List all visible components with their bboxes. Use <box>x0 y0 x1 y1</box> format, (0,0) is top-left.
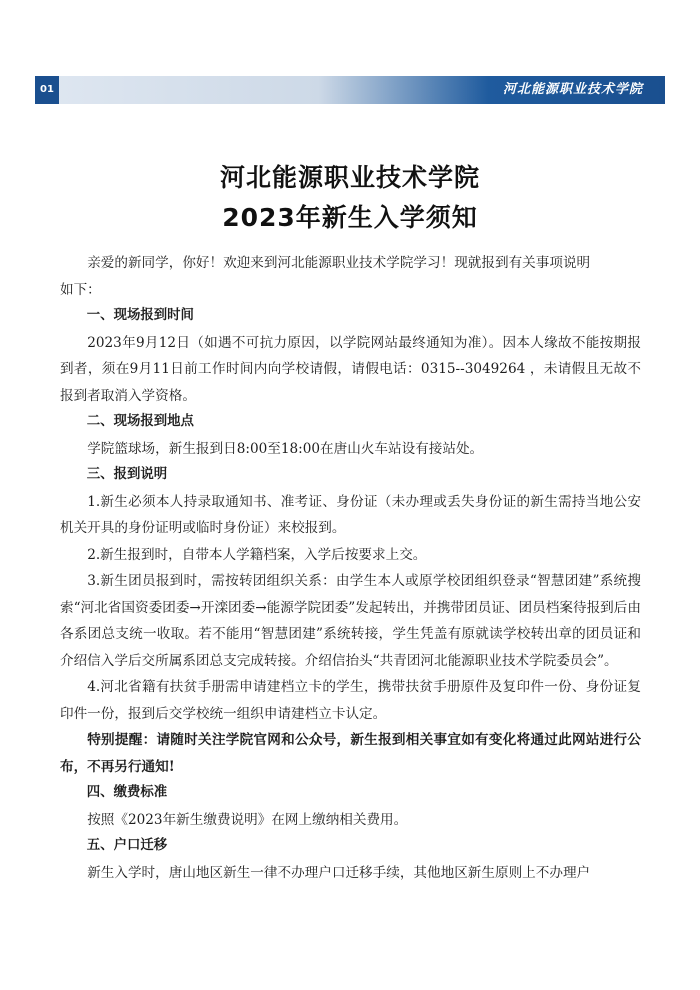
section-text-hukou: 新生入学时，唐山地区新生一律不办理户口迁移手续，其他地区新生原则上不办理户 <box>87 864 591 881</box>
section-text-fees: 按照《2023年新生缴费说明》在网上缴纳相关费用。 <box>87 811 408 828</box>
intro-line-1: 亲爱的新同学，你好！欢迎来到河北能源职业技术学院学习！现就报到有关事项说明 <box>87 255 591 271</box>
intro-line-2: 如下： <box>60 281 101 298</box>
header-school-name: 河北能源职业技术学院 <box>502 82 643 97</box>
header-bar <box>35 76 665 104</box>
notes-item-1: 1.新生必须本人持录取通知书、准考证、身份证（未办理或丢失身份证的新生需持当地公安机关开具的身份证明或临时身份证）来校报到。 <box>60 493 641 536</box>
section-heading-time: 一、现场报到时间 <box>86 308 194 323</box>
notice-body <box>60 250 641 886</box>
notes-item-2: 2.新生报到时，自带本人学籍档案，入学后按要求上交。 <box>87 546 427 563</box>
special-reminder-text: 请随时关注学院官网和公众号，新生报到相关事宜如有变化将通过此网站进行公布，不再另行通知! <box>60 732 642 775</box>
page-title: 河北能源职业技术学院 <box>219 163 480 192</box>
special-reminder-label: 特别提醒： <box>87 732 157 748</box>
section-heading-fees: 四、缴费标准 <box>86 785 168 800</box>
page-subtitle: 2023年新生入学须知 <box>222 203 478 232</box>
section-heading-place: 二、现场报到地点 <box>86 414 194 429</box>
section-text-time: 2023年9月12日（如遇不可抗力原因，以学院网站最终通知为准）。因本人缘故不能按期报到者，须在9月11日前工作时间内向学校请假，请假电话：0315--3049264 ，未请假且无故不报到者取消入学资格。 <box>60 334 641 404</box>
notes-item-3: 3.新生团员报到时，需按转团组织关系：由学生本人或原学校团组织登录“智慧团建”系统搜索“河北省国资委团委→开滦团委→能源学院团委”发起转出，并携带团员证、团员档案待报到后由各系团总支统一收取。若不能用“智慧团建”系统转接，学生凭盖有原就读学校转出章的团员证和介绍信入学后交所属系团总支完成转接。介绍信抬头“共青团河北能源职业技术学院委员会”。 <box>60 573 641 669</box>
special-reminder <box>60 727 641 780</box>
section-text-place: 学院篮球场，新生报到日8:00至18:00在唐山火车站设有接站处。 <box>87 440 484 457</box>
section-heading-hukou: 五、户口迁移 <box>86 838 168 853</box>
page-number: 01 <box>35 76 59 104</box>
notes-item-4: 4.河北省籍有扶贫手册需申请建档立卡的学生，携带扶贫手册原件及复印件一份、身份证复印件一份，报到后交学校统一组织申请建档立卡认定。 <box>60 679 641 722</box>
section-heading-notes: 三、报到说明 <box>86 467 168 482</box>
